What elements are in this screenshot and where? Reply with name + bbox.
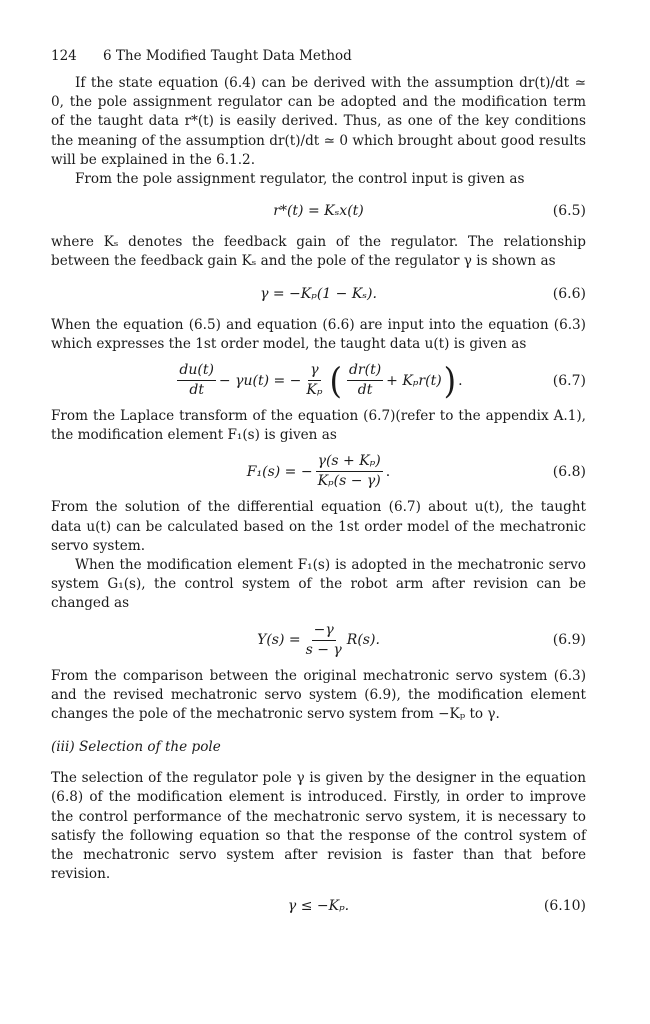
equation-number: (6.5) [552, 203, 586, 220]
equation-6-5-expr: r*(t) = Kₛx(t) [273, 203, 364, 220]
equation-6-8: F₁(s) = − $\frac{\text{γ(s + Kₚ)}}{\text{Kₚ(s − γ)}}$ . (6.8) [246, 453, 586, 490]
paragraph-4: When the equation (6.5) and equation (6.6) are input into the equation (6.3) which expresses the 1st order model, the taught data u(t) is given as [51, 316, 586, 352]
running-head: 6 The Modified Taught Data Method [103, 48, 352, 64]
equation-6-5 [51, 203, 586, 219]
equation-6-6 [51, 286, 586, 302]
equation-number: (6.6) [552, 285, 586, 302]
equation-6-9: Y(s) = $\frac{-\gamma}{s - \gamma}$ R(s). (6.9) [257, 621, 586, 658]
paragraph-1: If the state equation (6.4) can be derived with the assumption dr(t)/dt ≃ 0, the pole assignment regulator can be adopted and the modification term of the taught data r*(t) is easily derived. Thus, as one of the key conditions the meaning of the assumption dr(t)/dt ≃ 0 which brought about good results will be explained in the 6.1.2. [51, 75, 586, 168]
right-paren: ) [443, 359, 457, 402]
paragraph-7: When the modification element F₁(s) is adopted in the mechatronic servo system G₁(s), the control system of the robot arm after revision can be changed as [51, 557, 586, 612]
section-heading: (iii) Selection of the pole [51, 739, 221, 756]
equation-number: (6.10) [543, 898, 586, 915]
equation-number: (6.7) [552, 372, 586, 389]
paragraph-9: The selection of the regulator pole γ is given by the designer in the equation (6.8) of the modification element is introduced. Firstly, in order to improve the control performance of the mechatronic servo system, it is necessary to satisfy the following equation so that the response of the control system of the mechatronic servo system after revision is faster than that before revision. [51, 770, 586, 883]
equation-6-7: $\frac{du(t)}{dt}$ − γu(t) = − $\frac{\gamma}{\text{Kₚ}}$ ( $\frac{dr(t)}{dt}$ + Kₚr(t) ) . (6.7) [179, 359, 586, 402]
fraction: $\frac{dr(t)}{dt}$ [348, 362, 382, 399]
fraction: $\frac{\text{γ(s + Kₚ)}}{\text{Kₚ(s − γ)}}$ [317, 453, 381, 490]
equation-6-6-expr: γ = −Kₚ(1 − Kₛ). [260, 285, 377, 302]
paragraph-8: From the comparison between the original mechatronic servo system (6.3) and the revised mechatronic servo system (6.9), the modification element changes the pole of the mechatronic servo system from −Kₚ to γ. [51, 667, 586, 723]
fraction: $\frac{\gamma}{\text{Kₚ}}$ [306, 362, 323, 399]
equation-6-10-expr: γ ≤ −Kₚ. [287, 898, 350, 915]
paragraph-6: From the solution of the differential equation (6.7) about u(t), the taught data u(t) can be calculated based on the 1st order model of the mechatronic servo system. [51, 499, 586, 554]
equation-number: (6.8) [552, 463, 586, 480]
left-paren: ( [329, 359, 342, 402]
paragraph-3: where Kₛ denotes the feedback gain of the regulator. The relationship between the feedback gain Kₛ and the pole of the regulator γ is shown as [51, 234, 586, 270]
page-content [51, 46, 586, 914]
fraction: $\frac{-\gamma}{s - \gamma}$ [305, 621, 342, 658]
paragraph-5: From the Laplace transform of the equation (6.7)(refer to the appendix A.1), the modification element F₁(s) is given as [51, 408, 586, 444]
page-number: 124 [51, 48, 77, 64]
paragraph-2: From the pole assignment regulator, the control input is given as [75, 171, 525, 188]
page-header [51, 46, 586, 66]
equation-number: (6.9) [552, 632, 586, 649]
fraction: $\frac{du(t)}{dt}$ [179, 362, 214, 399]
equation-6-10 [51, 898, 586, 914]
